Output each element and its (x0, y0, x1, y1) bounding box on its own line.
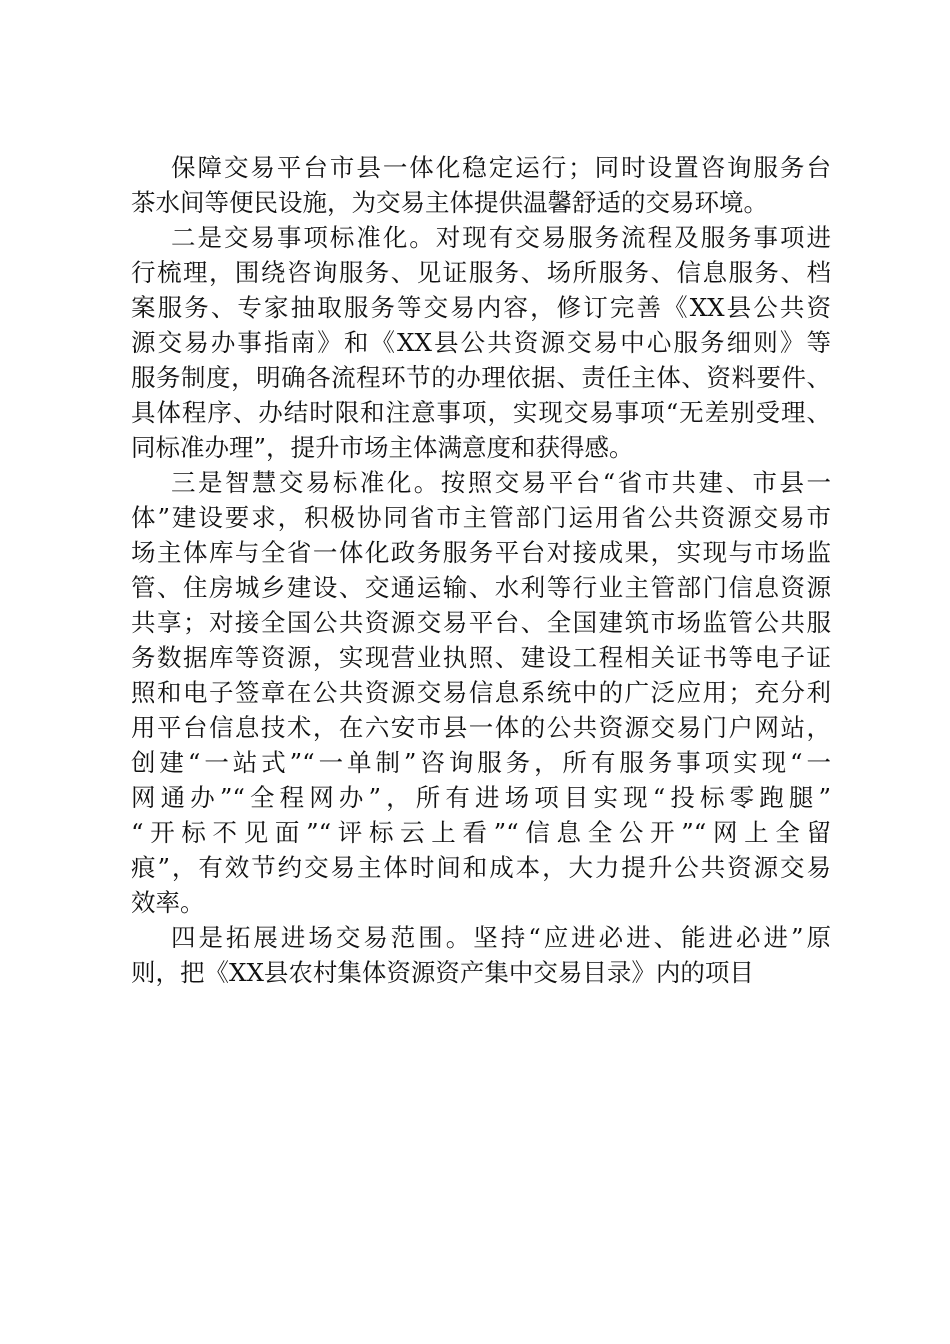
text-line: 则，把《XX县农村集体资源资产集中交易目录》内的项目 (131, 958, 754, 987)
text-line: 行梳理，围绕咨询服务、见证服务、场所服务、信息服务、档 (131, 258, 831, 287)
text-line: 体”建设要求，积极协同省市主管部门运用省公共资源交易市 (131, 503, 831, 532)
text-line: 共享；对接全国公共资源交易平台、全国建筑市场监管公共服 (131, 608, 831, 637)
text-line: 案服务、专家抽取服务等交易内容，修订完善《XX县公共资 (131, 293, 831, 322)
text-line: 四是拓展进场交易范围。坚持“应进必进、能进必进”原 (171, 923, 831, 952)
text-line: 同标准办理”，提升市场主体满意度和获得感。 (131, 433, 634, 462)
paragraph-p4 (131, 920, 831, 990)
text-line: 效率。 (131, 888, 205, 917)
text-line: 二是交易事项标准化。对现有交易服务流程及服务事项进 (171, 223, 831, 252)
document-body (131, 150, 831, 990)
paragraph-p3 (131, 465, 831, 920)
text-line: 源交易办事指南》和《XX县公共资源交易中心服务细则》等 (131, 328, 831, 357)
text-line: 三是智慧交易标准化。按照交易平台“省市共建、市县一 (171, 468, 831, 497)
text-line: 茶水间等便民设施，为交易主体提供温馨舒适的交易环境。 (131, 188, 768, 217)
text-line: 网通办”“全程网办”，所有进场项目实现“投标零跑腿” (131, 783, 831, 812)
text-line: “开标不见面”“评标云上看”“信息全公开”“网上全留 (131, 818, 831, 847)
paragraph-p1 (131, 150, 831, 220)
text-line: 服务制度，明确各流程环节的办理依据、责任主体、资料要件、 (131, 363, 831, 392)
paragraph-p2 (131, 220, 831, 465)
text-line: 痕”，有效节约交易主体时间和成本，大力提升公共资源交易 (131, 853, 831, 882)
text-line: 创建“一站式”“一单制”咨询服务，所有服务事项实现“一 (131, 748, 831, 777)
text-line: 照和电子签章在公共资源交易信息系统中的广泛应用；充分利 (131, 678, 831, 707)
text-line: 保障交易平台市县一体化稳定运行；同时设置咨询服务台 (171, 153, 831, 182)
text-line: 用平台信息技术，在六安市县一体的公共资源交易门户网站， (131, 713, 831, 742)
text-line: 务数据库等资源，实现营业执照、建设工程相关证书等电子证 (131, 643, 831, 672)
text-line: 管、住房城乡建设、交通运输、水利等行业主管部门信息资源 (131, 573, 831, 602)
text-line: 具体程序、办结时限和注意事项，实现交易事项“无差别受理、 (131, 398, 831, 427)
text-line: 场主体库与全省一体化政务服务平台对接成果，实现与市场监 (131, 538, 831, 567)
